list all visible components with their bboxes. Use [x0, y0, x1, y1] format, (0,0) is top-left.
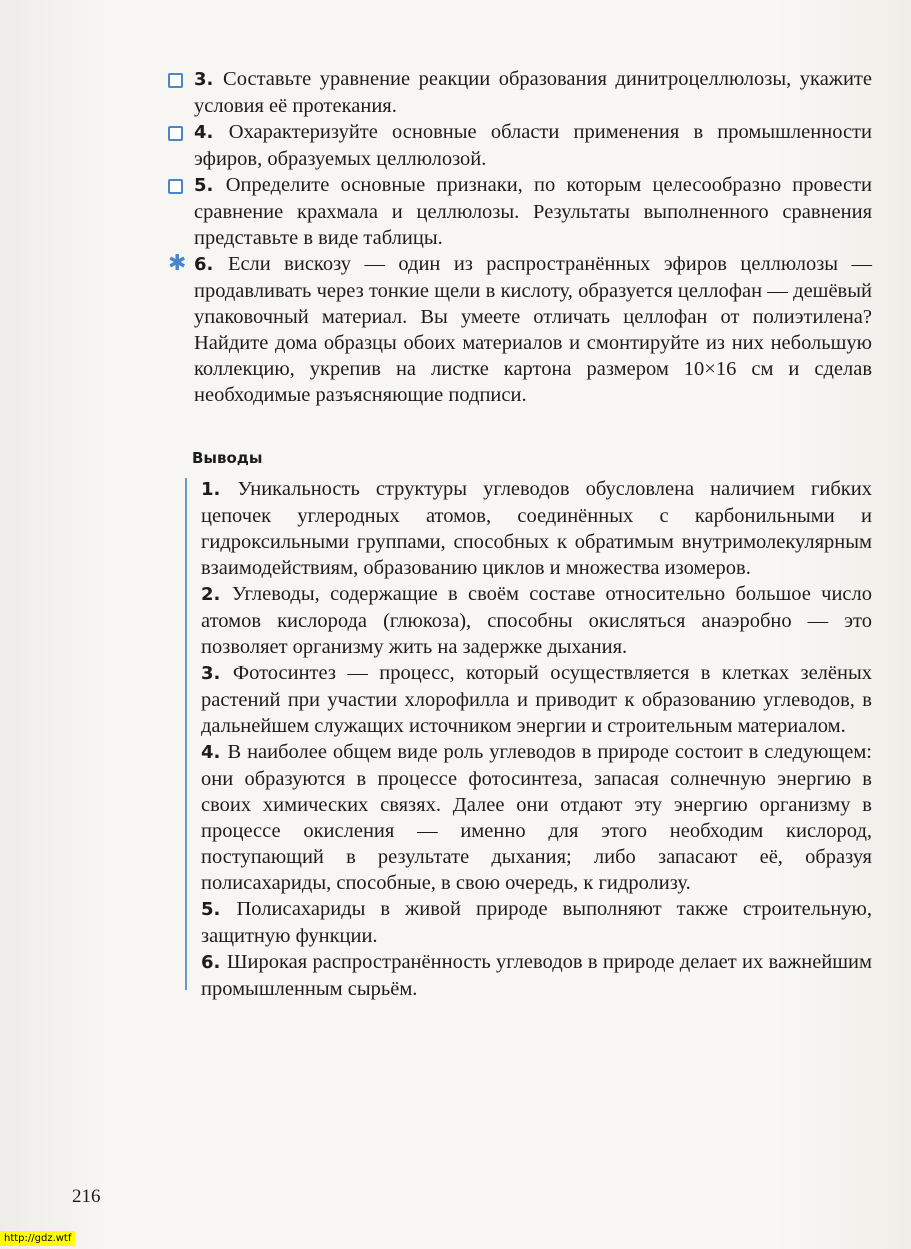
page-number: 216 [72, 1186, 101, 1207]
conclusion-number: 1. [201, 479, 238, 500]
conclusion-item [201, 896, 872, 949]
question-item [160, 251, 872, 408]
checkbox-icon [168, 179, 183, 194]
question-text: Составьте уравнение реакции образования динитроцеллюлозы, укажите условия её протекания. [194, 68, 872, 117]
conclusions-bar [185, 478, 187, 990]
question-number: 6. [194, 254, 228, 275]
conclusion-number: 6. [201, 952, 227, 973]
conclusion-item [201, 581, 872, 660]
questions-list [160, 66, 872, 408]
asterisk-icon: ✱ [168, 251, 187, 276]
conclusion-text: Углеводы, содержащие в своём составе относительно большое число атомов кислорода (глюкоза), способны окисляться анаэробно — это позволяет организму жить на задержке дыхания. [201, 583, 872, 658]
conclusion-number: 5. [201, 899, 237, 920]
question-item [160, 172, 872, 251]
conclusion-number: 4. [201, 742, 228, 763]
conclusion-item [201, 476, 872, 581]
footer-link[interactable]: http://gdz.wtf [0, 1231, 75, 1246]
conclusion-text: Фотосинтез — процесс, который осуществляется в клетках зелёных растений при участии хлорофилла и приводит к образованию углеводов, в дальнейшем служащих источником энергии и строительным материалом. [201, 662, 872, 737]
question-item [160, 66, 872, 119]
question-number: 5. [194, 175, 226, 196]
conclusion-text: Уникальность структуры углеводов обусловлена наличием гибких цепочек углеродных атомов, соединённых с карбонильными и гидроксильными группами, способных к обратимым внутримолекулярным взаимодействиям, образованию циклов и множества изомеров. [201, 478, 872, 579]
conclusions-title: Выводы [192, 449, 263, 467]
conclusion-text: В наиболее общем виде роль углеводов в природе состоит в следующем: они образуются в процессе фотосинтеза, запасая солнечную энергию в своих химических связях. Далее они отдают эту энергию организму в процессе окисления — именно для этого необходим кислород, поступающий в результате дыхания; либо запасают её, образуя полисахариды, способные, в свою очередь, к гидролизу. [201, 741, 872, 894]
conclusion-item [201, 949, 872, 1002]
conclusion-text: Широкая распространённость углеводов в природе делает их важнейшим промышленным сырьём. [201, 951, 872, 1000]
conclusion-text: Полисахариды в живой природе выполняют также строительную, защитную функции. [201, 898, 872, 947]
conclusions-body [192, 476, 872, 1002]
checkbox-icon [168, 73, 183, 88]
conclusion-item [201, 739, 872, 896]
conclusion-number: 3. [201, 663, 233, 684]
conclusions-section [192, 446, 872, 1002]
question-text: Определите основные признаки, по которым целесообразно провести сравнение крахмала и целлюлозы. Результаты выполненного сравнения представьте в виде таблицы. [194, 174, 872, 249]
question-item [160, 119, 872, 172]
conclusion-number: 2. [201, 584, 232, 605]
question-text: Если вискозу — один из распространённых эфиров целлюлозы — продавливать через тонкие щели в кислоту, образуется целлофан — дешёвый упаковочный материал. Вы умеете отличать целлофан от полиэтилена? Найдите дома образцы обоих материалов и смонтируйте из них небольшую коллекцию, укрепив на листке картона размером 10×16 см и сделав необходимые разъясняющие подписи. [194, 253, 872, 406]
question-number: 4. [194, 122, 229, 143]
question-number: 3. [194, 69, 224, 90]
checkbox-icon [168, 126, 183, 141]
question-text: Охарактеризуйте основные области применения в промышленности эфиров, образуемых целлюлозой. [194, 121, 872, 170]
conclusion-item [201, 660, 872, 739]
